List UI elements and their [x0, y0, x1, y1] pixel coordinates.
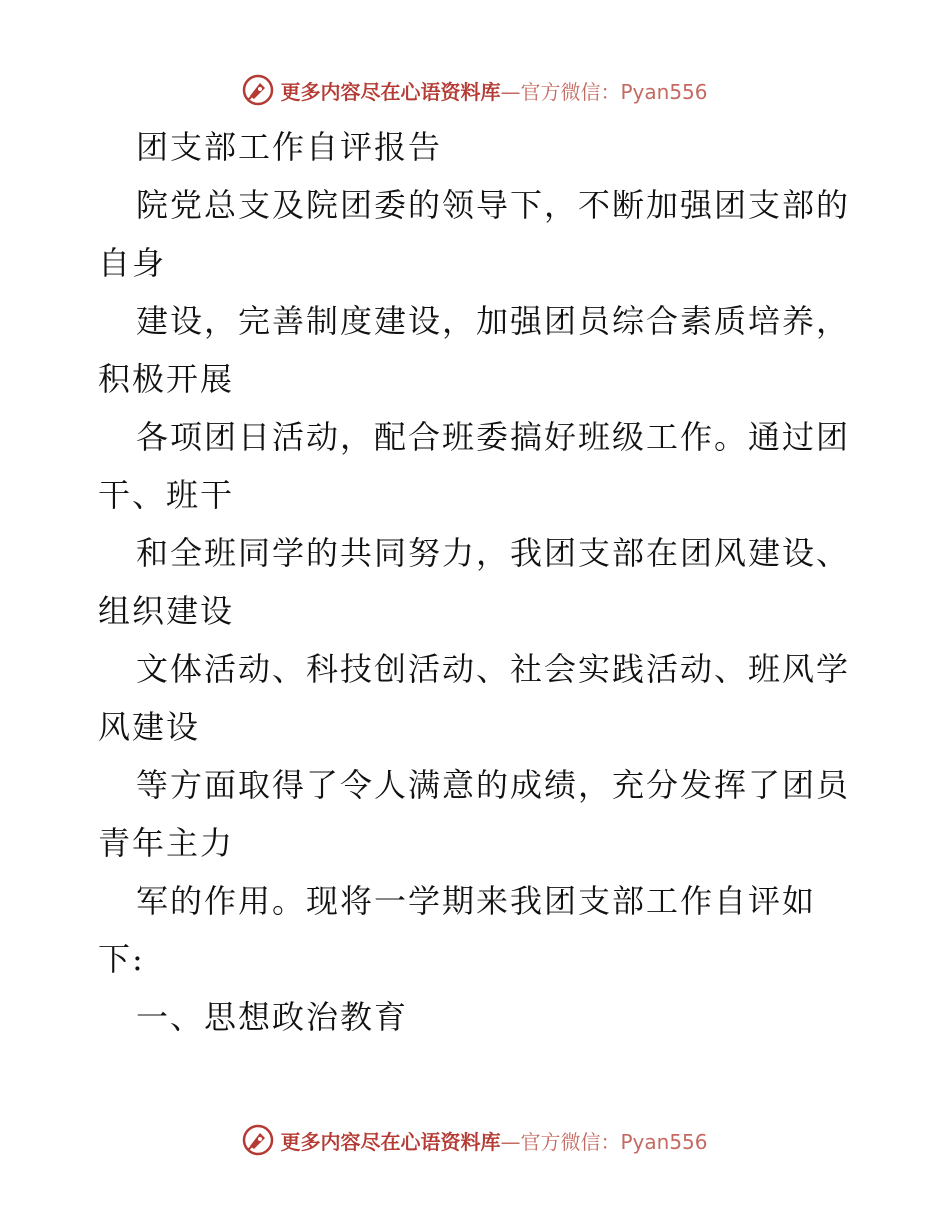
paragraph-line: 青年主力: [98, 824, 235, 862]
paragraph-line: 院党总支及院团委的领导下，不断加强团支部的: [136, 186, 851, 224]
document-title: 团支部工作自评报告: [136, 128, 443, 166]
paragraph-line: 积极开展: [98, 360, 235, 398]
paragraph-line: 各项团日活动，配合班委搞好班级工作。通过团: [136, 418, 851, 456]
paragraph-line: 风建设: [98, 708, 201, 746]
paragraph-line: 建设，完善制度建设，加强团员综合素质培养，: [136, 302, 851, 340]
pen-nib-logo-icon: [242, 1124, 274, 1156]
header-banner: [0, 70, 950, 110]
pen-nib-logo-icon: [242, 74, 274, 106]
paragraph-line: 干、班干: [98, 476, 235, 514]
footer-banner-id: Pyan556: [620, 1129, 708, 1154]
header-banner-dash: —: [500, 79, 521, 104]
paragraph-line: 自身: [98, 244, 167, 282]
footer-banner-main: 更多内容尽在心语资料库: [280, 1129, 501, 1154]
paragraph-line: 组织建设: [98, 592, 235, 630]
footer-banner-text: [280, 1126, 707, 1155]
header-banner-main: 更多内容尽在心语资料库: [280, 79, 501, 104]
paragraph-line: 下:: [98, 940, 145, 978]
footer-banner-sub: 官方微信：: [520, 1129, 621, 1154]
paragraph-line: 文体活动、科技创活动、社会实践活动、班风学: [136, 650, 851, 688]
footer-banner-dash: —: [500, 1129, 521, 1154]
paragraph-line: 军的作用。现将一学期来我团支部工作自评如: [136, 882, 817, 920]
paragraph-line: 等方面取得了令人满意的成绩，充分发挥了团员: [136, 766, 851, 804]
header-banner-sub: 官方微信：: [520, 79, 621, 104]
header-banner-id: Pyan556: [620, 79, 708, 104]
section-heading: 一、思想政治教育: [136, 998, 409, 1036]
header-banner-text: [280, 76, 707, 105]
footer-banner: [0, 1120, 950, 1160]
document-body: [98, 118, 858, 1046]
paragraph-line: 和全班同学的共同努力，我团支部在团风建设、: [136, 534, 851, 572]
